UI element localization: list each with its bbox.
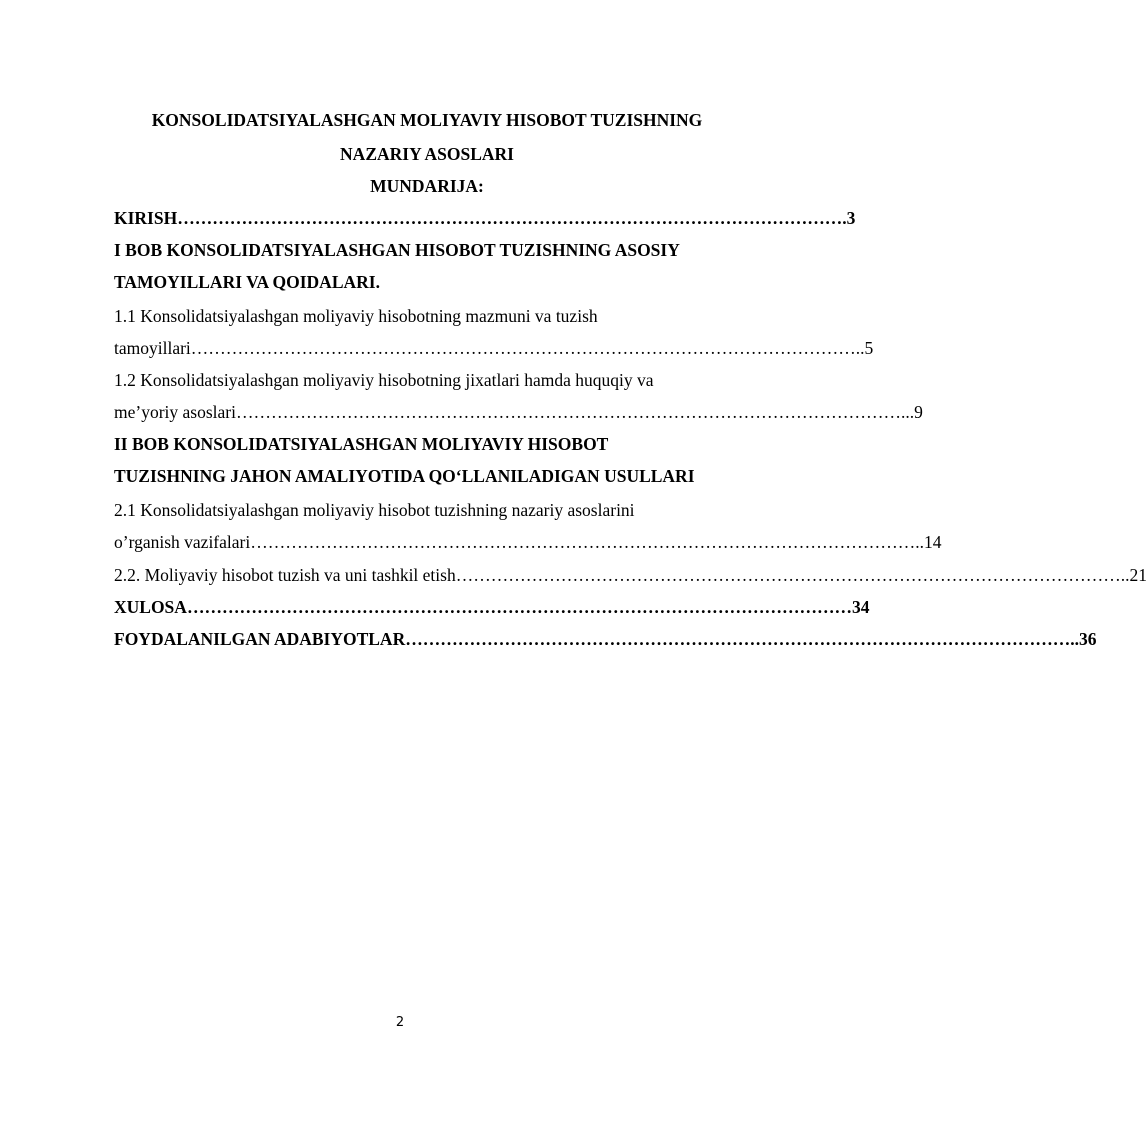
toc-entry-label: FOYDALANILGAN ADABIYOTLAR: [114, 629, 406, 649]
toc-entry-label: XULOSA: [114, 597, 187, 617]
toc-chapter1-line2[interactable]: TAMOYILLARI VA QOIDALARI.: [114, 272, 380, 292]
toc-section-1-2-line1[interactable]: 1.2 Konsolidatsiyalashgan moliyaviy hisobotning jixatlari hamda huquqiy va: [114, 370, 654, 390]
toc-section-1-1-line1[interactable]: 1.1 Konsolidatsiyalashgan moliyaviy hisobotning mazmuni va tuzish: [114, 306, 598, 326]
toc-entry-conclusion[interactable]: [114, 597, 870, 617]
toc-leader-dots: ……………………………………………………………………………………………………: [250, 532, 916, 552]
page-number: 2: [395, 1015, 405, 1030]
toc-leader-dots: ……………………………………………………………………………………………………: [177, 208, 843, 228]
toc-chapter2-line1[interactable]: II BOB KONSOLIDATSIYALASHGAN MOLIYAVIY HISOBOT: [114, 434, 609, 454]
toc-leader-dots: ……………………………………………………………………………………………………: [190, 338, 856, 358]
toc-entry-label: o’rganish vazifalari: [114, 532, 251, 552]
toc-section-2-1-line2[interactable]: [114, 532, 942, 552]
toc-entry-label: tamoyillari: [114, 338, 191, 358]
toc-entry-page: ..36: [1070, 629, 1097, 649]
toc-entry-page: 34: [851, 597, 870, 617]
document-title-line1: KONSOLIDATSIYALASHGAN MOLIYAVIY HISOBOT TUZISHNING: [151, 110, 703, 130]
toc-leader-dots: ……………………………………………………………………………………………………: [186, 597, 852, 617]
toc-leader-dots: ……………………………………………………………………………………………………: [455, 565, 1121, 585]
toc-entry-page: .3: [842, 208, 856, 228]
toc-section-1-2-line2[interactable]: [114, 402, 923, 422]
toc-entry-intro[interactable]: [114, 208, 856, 228]
toc-section-2-2[interactable]: [114, 565, 1147, 585]
toc-section-1-1-line2[interactable]: [114, 338, 874, 358]
toc-entry-page: ...9: [900, 402, 923, 422]
toc-chapter1-line1[interactable]: I BOB KONSOLIDATSIYALASHGAN HISOBOT TUZISHNING ASOSIY: [114, 240, 680, 260]
toc-section-2-1-line1[interactable]: 2.1 Konsolidatsiyalashgan moliyaviy hisobot tuzishning nazariy asoslarini: [114, 500, 635, 520]
toc-entry-label: 2.2. Moliyaviy hisobot tuzish va uni tashkil etish: [114, 565, 456, 585]
toc-entry-page: ..5: [855, 338, 874, 358]
document-title-line2: NAZARIY ASOSLARI: [340, 144, 514, 164]
toc-entry-label: me’yoriy asoslari: [114, 402, 236, 422]
toc-leader-dots: ……………………………………………………………………………………………………: [235, 402, 901, 422]
toc-entry-page: ..14: [915, 532, 942, 552]
toc-heading: MUNDARIJA:: [370, 176, 484, 196]
toc-entry-page: ..21: [1120, 565, 1147, 585]
toc-entry-references[interactable]: [114, 629, 1097, 649]
toc-entry-label: KIRISH: [114, 208, 178, 228]
toc-chapter2-line2[interactable]: TUZISHNING JAHON AMALIYOTIDA QO‘LLANILADIGAN USULLARI: [114, 466, 695, 486]
toc-leader-dots: ……………………………………………………………………………………………………: [405, 629, 1071, 649]
